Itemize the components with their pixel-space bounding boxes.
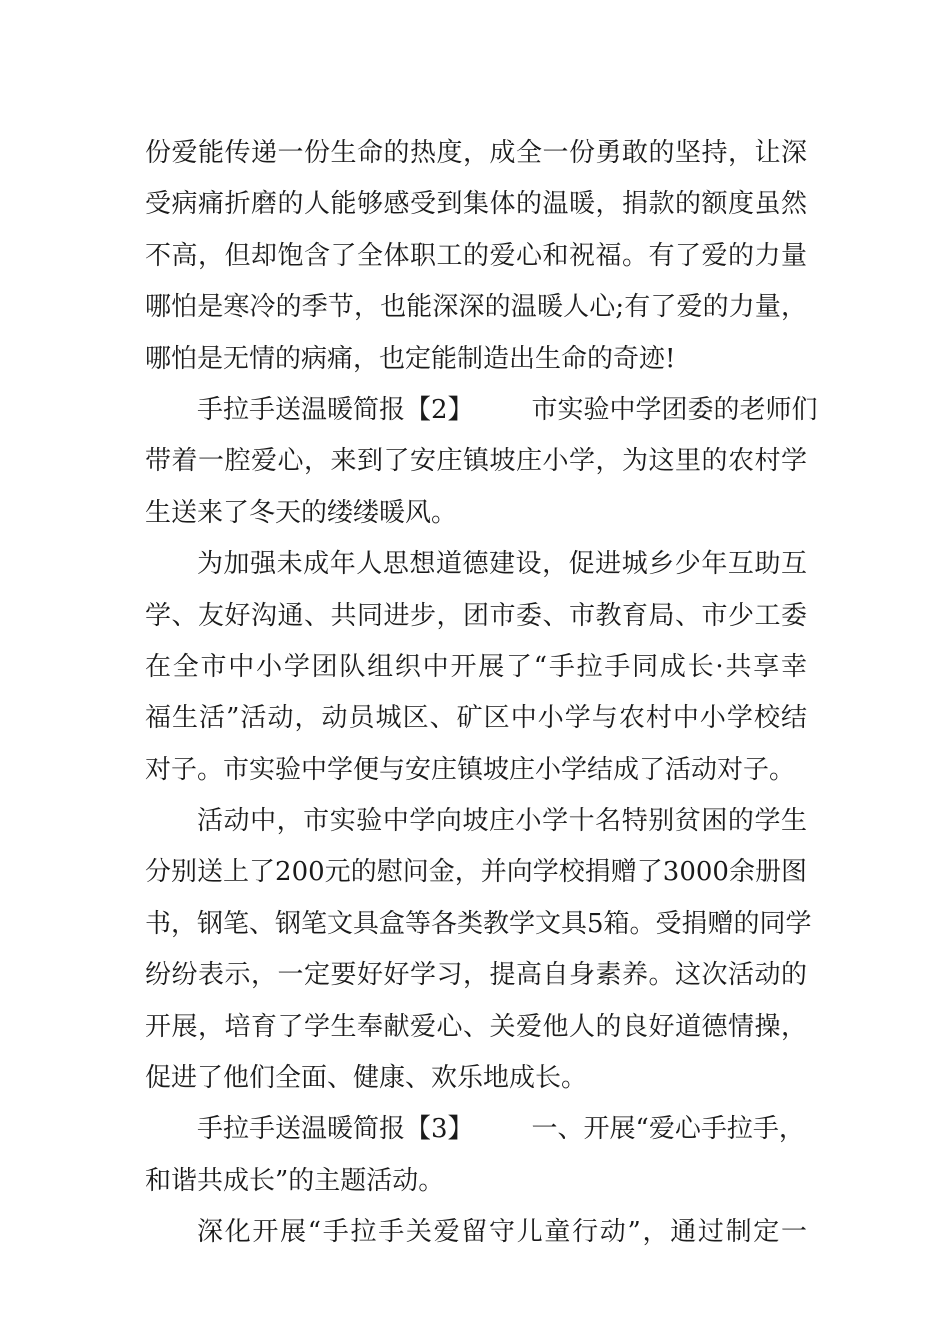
text-line: 学、友好沟通、共同进步，团市委、市教育局、市少工委 (145, 600, 807, 631)
paragraph-5 (145, 1104, 807, 1207)
text-line: 在全市中小学团队组织中开展了“手拉手同成长·共享幸 (145, 651, 807, 682)
text-line: 份爱能传递一份生命的热度，成全一份勇敢的坚持，让深 (145, 138, 807, 168)
text-line: 深化开展“手拉手关爱留守儿童行动”，通过制定一 (197, 1217, 807, 1248)
section-heading: 手拉手送温暖简报【3】 (197, 1114, 474, 1145)
text-line: 和谐共成长”的主题活动。 (145, 1165, 445, 1196)
paragraph-4 (145, 796, 812, 1104)
text-line: 福生活”活动，动员城区、矿区中小学与农村中小学校结 (145, 703, 807, 734)
text-line: 哪怕是无情的病痛，也定能制造出生命的奇迹! (145, 343, 676, 374)
heading-followup-text: 一、开展“爱心手拉手， (531, 1114, 805, 1145)
text-line (145, 1104, 807, 1155)
text-line: 分别送上了200元的慰问金，并向学校捐赠了3000余册图 (145, 857, 807, 888)
text-line: 纷纷表示，一定要好好学习，提高自身素养。这次活动的 (145, 960, 807, 991)
text-line (145, 385, 818, 436)
paragraph-2 (145, 385, 818, 539)
text-line: 带着一腔爱心，来到了安庄镇坡庄小学，为这里的农村学 (145, 446, 807, 477)
text-line: 不高，但却饱含了全体职工的爱心和祝福。有了爱的力量 (145, 240, 807, 271)
text-line: 促进了他们全面、健康、欢乐地成长。 (145, 1063, 588, 1094)
document-body (145, 128, 818, 1259)
section-heading: 手拉手送温暖简报【2】 (197, 394, 474, 425)
text-line: 书，钢笔、钢笔文具盒等各类教学文具5箱。受捐赠的同学 (145, 908, 812, 939)
text-line: 生送来了冬天的缕缕暖风。 (145, 497, 458, 528)
heading-followup-text: 市实验中学团委的老师们 (531, 394, 818, 425)
text-line: 开展，培育了学生奉献爱心、关爱他人的良好道德情操， (145, 1011, 807, 1042)
text-line: 活动中，市实验中学向坡庄小学十名特别贫困的学生 (197, 806, 807, 837)
text-line: 为加强未成年人思想道德建设，促进城乡少年互助互 (197, 549, 807, 580)
text-line: 受病痛折磨的人能够感受到集体的温暖，捐款的额度虽然 (145, 189, 807, 220)
paragraph-1 (145, 128, 807, 385)
paragraph-3 (145, 539, 807, 796)
text-line: 哪怕是寒冷的季节，也能深深的温暖人心;有了爱的力量， (145, 292, 807, 323)
text-line: 对子。市实验中学便与安庄镇坡庄小学结成了活动对子。 (145, 754, 796, 785)
paragraph-6 (145, 1207, 807, 1258)
